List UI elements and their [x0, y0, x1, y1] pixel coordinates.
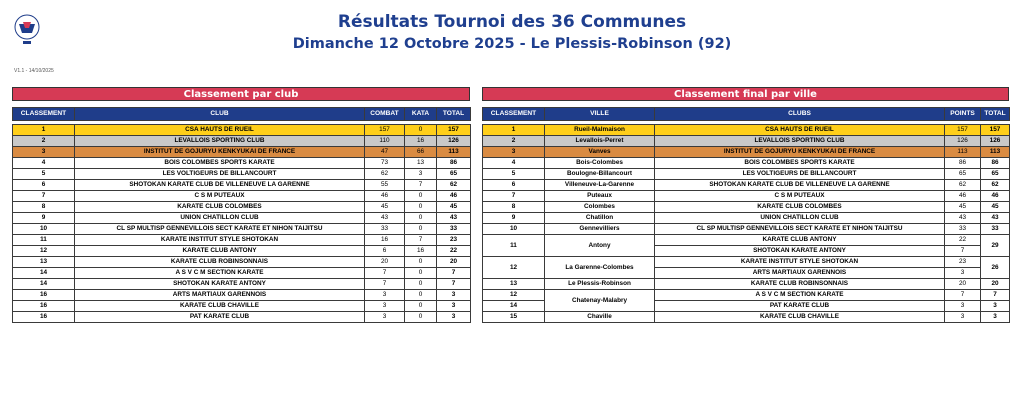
- table-row: [483, 191, 1010, 202]
- club-cell: PAT KARATE CLUB: [655, 301, 945, 312]
- points-cell: 62: [945, 180, 981, 191]
- rank-cell: 8: [483, 202, 545, 213]
- total-cell: 3: [981, 312, 1010, 323]
- kata-cell: 0: [405, 224, 437, 235]
- total-cell: 62: [437, 180, 471, 191]
- kata-cell: 3: [405, 169, 437, 180]
- club-cell: KARATE CLUB CHAVILLE: [655, 312, 945, 323]
- points-cell: 126: [945, 136, 981, 147]
- points-cell: 33: [945, 224, 981, 235]
- city-cell: Chaville: [545, 312, 655, 323]
- rank-cell: 15: [483, 312, 545, 323]
- club-cell: LES VOLTIGEURS DE BILLANCOURT: [655, 169, 945, 180]
- table-row: [483, 312, 1010, 323]
- city-cell: Chatillon: [545, 213, 655, 224]
- combat-cell: 16: [365, 235, 405, 246]
- kata-cell: 0: [405, 268, 437, 279]
- rank-cell: 14: [483, 301, 545, 312]
- version-label: V1.1 - 14/10/2025: [14, 68, 54, 74]
- rank-cell: 16: [13, 312, 75, 323]
- kata-cell: 0: [405, 202, 437, 213]
- total-cell: 157: [437, 125, 471, 136]
- total-cell: 22: [437, 246, 471, 257]
- rank-cell: 5: [13, 169, 75, 180]
- total-cell: 7: [437, 268, 471, 279]
- club-cell: KARATE CLUB ROBINSONNAIS: [655, 279, 945, 290]
- kata-cell: 13: [405, 158, 437, 169]
- city-cell: Gennevilliers: [545, 224, 655, 235]
- club-cell: UNION CHATILLON CLUB: [655, 213, 945, 224]
- column-header-points: POINTS: [945, 108, 981, 121]
- table-row: [13, 125, 471, 136]
- club-cell: KARATE CLUB COLOMBES: [75, 202, 365, 213]
- rank-cell: 10: [483, 224, 545, 235]
- page-subtitle: Dimanche 12 Octobre 2025 - Le Plessis-Robinson (92): [292, 36, 732, 52]
- total-cell: 33: [437, 224, 471, 235]
- points-cell: 7: [945, 246, 981, 257]
- table-row: [13, 257, 471, 268]
- city-ranking-panel: [482, 87, 1009, 323]
- combat-cell: 46: [365, 191, 405, 202]
- column-header-city: VILLE: [545, 108, 655, 121]
- column-header-total: TOTAL: [981, 108, 1010, 121]
- city-cell: Levallois-Perret: [545, 136, 655, 147]
- table-row: [13, 301, 471, 312]
- club-cell: LEVALLOIS SPORTING CLUB: [655, 136, 945, 147]
- table-row: [13, 268, 471, 279]
- column-header-rank: CLASSEMENT: [483, 108, 545, 121]
- club-cell: A S V C M SECTION KARATE: [655, 290, 945, 301]
- rank-cell: 16: [13, 301, 75, 312]
- table-row: [483, 136, 1010, 147]
- table-row: [13, 246, 471, 257]
- combat-cell: 62: [365, 169, 405, 180]
- total-cell: 126: [437, 136, 471, 147]
- kata-cell: 16: [405, 246, 437, 257]
- city-cell: Le Plessis-Robinson: [545, 279, 655, 290]
- club-cell: CL SP MULTISP GENNEVILLOIS SECT KARATE ET NIHON TAIJITSU: [655, 224, 945, 235]
- club-cell: ARTS MARTIAUX GARENNOIS: [75, 290, 365, 301]
- city-cell: Bois-Colombes: [545, 158, 655, 169]
- table-row: [13, 279, 471, 290]
- club-cell: KARATE CLUB ANTONY: [655, 235, 945, 246]
- total-cell: 126: [981, 136, 1010, 147]
- table-row: [483, 279, 1010, 290]
- table-row: [483, 147, 1010, 158]
- table-row: [13, 312, 471, 323]
- city-ranking-title: Classement final par ville: [482, 87, 1009, 101]
- combat-cell: 33: [365, 224, 405, 235]
- rank-cell: 10: [13, 224, 75, 235]
- table-row: [483, 202, 1010, 213]
- club-cell: KARATE CLUB COLOMBES: [655, 202, 945, 213]
- table-row: [483, 158, 1010, 169]
- combat-cell: 157: [365, 125, 405, 136]
- rank-cell: 12: [483, 290, 545, 301]
- club-cell: KARATE CLUB CHAVILLE: [75, 301, 365, 312]
- total-cell: 113: [437, 147, 471, 158]
- rank-cell: 3: [13, 147, 75, 158]
- table-row: [13, 224, 471, 235]
- combat-cell: 7: [365, 268, 405, 279]
- column-header-kata: KATA: [405, 108, 437, 121]
- total-cell: 113: [981, 147, 1010, 158]
- city-cell: Colombes: [545, 202, 655, 213]
- combat-cell: 110: [365, 136, 405, 147]
- combat-cell: 20: [365, 257, 405, 268]
- combat-cell: 7: [365, 279, 405, 290]
- total-cell: 86: [981, 158, 1010, 169]
- total-cell: 7: [981, 290, 1010, 301]
- kata-cell: 0: [405, 191, 437, 202]
- table-row: [13, 191, 471, 202]
- total-cell: 43: [981, 213, 1010, 224]
- rank-cell: 13: [483, 279, 545, 290]
- club-cell: INSTITUT DE GOJURYU KENKYUKAI DE FRANCE: [655, 147, 945, 158]
- points-cell: 157: [945, 125, 981, 136]
- club-ranking-table: [12, 107, 471, 323]
- club-ranking-title: Classement par club: [12, 87, 470, 101]
- rank-cell: 6: [13, 180, 75, 191]
- city-cell: Vanves: [545, 147, 655, 158]
- table-row: [13, 136, 471, 147]
- points-cell: 23: [945, 257, 981, 268]
- rank-cell: 12: [483, 257, 545, 279]
- points-cell: 20: [945, 279, 981, 290]
- rank-cell: 12: [13, 246, 75, 257]
- points-cell: 7: [945, 290, 981, 301]
- kata-cell: 0: [405, 257, 437, 268]
- club-cell: SHOTOKAN KARATE CLUB DE VILLENEUVE LA GARENNE: [655, 180, 945, 191]
- rank-cell: 3: [483, 147, 545, 158]
- points-cell: 45: [945, 202, 981, 213]
- table-row: [13, 235, 471, 246]
- club-cell: LEVALLOIS SPORTING CLUB: [75, 136, 365, 147]
- points-cell: 86: [945, 158, 981, 169]
- rank-cell: 6: [483, 180, 545, 191]
- club-cell: KARATE CLUB ANTONY: [75, 246, 365, 257]
- club-cell: C S M PUTEAUX: [75, 191, 365, 202]
- club-cell: KARATE INSTITUT STYLE SHOTOKAN: [75, 235, 365, 246]
- total-cell: 65: [437, 169, 471, 180]
- kata-cell: 7: [405, 180, 437, 191]
- table-row: [483, 257, 1010, 268]
- points-cell: 43: [945, 213, 981, 224]
- table-row: [13, 213, 471, 224]
- total-cell: 157: [981, 125, 1010, 136]
- points-cell: 113: [945, 147, 981, 158]
- total-cell: 43: [437, 213, 471, 224]
- combat-cell: 3: [365, 290, 405, 301]
- total-cell: 29: [981, 235, 1010, 257]
- total-cell: 23: [437, 235, 471, 246]
- combat-cell: 3: [365, 312, 405, 323]
- table-row: [13, 180, 471, 191]
- club-cell: A S V C M SECTION KARATE: [75, 268, 365, 279]
- club-ranking-panel: [12, 87, 470, 323]
- city-cell: Antony: [545, 235, 655, 257]
- total-cell: 45: [437, 202, 471, 213]
- city-cell: Chatenay-Malabry: [545, 290, 655, 312]
- rank-cell: 13: [13, 257, 75, 268]
- total-cell: 3: [437, 301, 471, 312]
- table-row: [483, 180, 1010, 191]
- table-row: [13, 290, 471, 301]
- rank-cell: 5: [483, 169, 545, 180]
- kata-cell: 66: [405, 147, 437, 158]
- city-cell: Puteaux: [545, 191, 655, 202]
- total-cell: 65: [981, 169, 1010, 180]
- kata-cell: 0: [405, 301, 437, 312]
- rank-cell: 2: [483, 136, 545, 147]
- table-row: [483, 224, 1010, 235]
- city-cell: Rueil-Malmaison: [545, 125, 655, 136]
- table-row: [483, 213, 1010, 224]
- total-cell: 86: [437, 158, 471, 169]
- club-cell: PAT KARATE CLUB: [75, 312, 365, 323]
- points-cell: 65: [945, 169, 981, 180]
- page-title: Résultats Tournoi des 36 Communes: [337, 12, 687, 32]
- combat-cell: 45: [365, 202, 405, 213]
- combat-cell: 55: [365, 180, 405, 191]
- total-cell: 26: [981, 257, 1010, 279]
- total-cell: 62: [981, 180, 1010, 191]
- kata-cell: 0: [405, 312, 437, 323]
- combat-cell: 47: [365, 147, 405, 158]
- rank-cell: 8: [13, 202, 75, 213]
- total-cell: 3: [437, 290, 471, 301]
- column-header-total: TOTAL: [437, 108, 471, 121]
- points-cell: 22: [945, 235, 981, 246]
- rank-cell: 1: [483, 125, 545, 136]
- table-row: [13, 169, 471, 180]
- column-header-rank: CLASSEMENT: [13, 108, 75, 121]
- points-cell: 3: [945, 301, 981, 312]
- club-cell: SHOTOKAN KARATE CLUB DE VILLENEUVE LA GARENNE: [75, 180, 365, 191]
- rank-cell: 16: [13, 290, 75, 301]
- total-cell: 45: [981, 202, 1010, 213]
- column-header-clubs: CLUBS: [655, 108, 945, 121]
- club-cell: UNION CHATILLON CLUB: [75, 213, 365, 224]
- rank-cell: 14: [13, 268, 75, 279]
- points-cell: 46: [945, 191, 981, 202]
- rank-cell: 14: [13, 279, 75, 290]
- club-cell: CL SP MULTISP GENNEVILLOIS SECT KARATE ET NIHON TAIJITSU: [75, 224, 365, 235]
- table-row: [483, 290, 1010, 301]
- total-cell: 46: [981, 191, 1010, 202]
- combat-cell: 6: [365, 246, 405, 257]
- kata-cell: 0: [405, 125, 437, 136]
- total-cell: 20: [981, 279, 1010, 290]
- points-cell: 3: [945, 312, 981, 323]
- total-cell: 33: [981, 224, 1010, 235]
- total-cell: 3: [981, 301, 1010, 312]
- kata-cell: 7: [405, 235, 437, 246]
- rank-cell: 11: [13, 235, 75, 246]
- city-cell: Boulogne-Billancourt: [545, 169, 655, 180]
- club-cell: KARATE INSTITUT STYLE SHOTOKAN: [655, 257, 945, 268]
- city-cell: La Garenne-Colombes: [545, 257, 655, 279]
- table-row: [483, 125, 1010, 136]
- club-cell: LES VOLTIGEURS DE BILLANCOURT: [75, 169, 365, 180]
- total-cell: 20: [437, 257, 471, 268]
- kata-cell: 16: [405, 136, 437, 147]
- column-header-combat: COMBAT: [365, 108, 405, 121]
- club-cell: INSTITUT DE GOJURYU KENKYUKAI DE FRANCE: [75, 147, 365, 158]
- club-cell: BOIS COLOMBES SPORTS KARATE: [75, 158, 365, 169]
- points-cell: 3: [945, 268, 981, 279]
- table-row: [483, 169, 1010, 180]
- kata-cell: 0: [405, 290, 437, 301]
- club-cell: SHOTOKAN KARATE ANTONY: [655, 246, 945, 257]
- club-cell: KARATE CLUB ROBINSONNAIS: [75, 257, 365, 268]
- rank-cell: 1: [13, 125, 75, 136]
- total-cell: 7: [437, 279, 471, 290]
- column-header-club: CLUB: [75, 108, 365, 121]
- rank-cell: 9: [13, 213, 75, 224]
- table-row: [13, 158, 471, 169]
- rank-cell: 7: [483, 191, 545, 202]
- table-row: [13, 202, 471, 213]
- total-cell: 3: [437, 312, 471, 323]
- club-cell: C S M PUTEAUX: [655, 191, 945, 202]
- kata-cell: 0: [405, 279, 437, 290]
- rank-cell: 7: [13, 191, 75, 202]
- club-cell: BOIS COLOMBES SPORTS KARATE: [655, 158, 945, 169]
- club-cell: SHOTOKAN KARATE ANTONY: [75, 279, 365, 290]
- city-cell: Villeneuve-La-Garenne: [545, 180, 655, 191]
- kata-cell: 0: [405, 213, 437, 224]
- rank-cell: 9: [483, 213, 545, 224]
- rank-cell: 2: [13, 136, 75, 147]
- combat-cell: 43: [365, 213, 405, 224]
- rank-cell: 4: [13, 158, 75, 169]
- rank-cell: 11: [483, 235, 545, 257]
- club-cell: ARTS MARTIAUX GARENNOIS: [655, 268, 945, 279]
- table-row: [483, 235, 1010, 246]
- rank-cell: 4: [483, 158, 545, 169]
- club-cell: CSA HAUTS DE RUEIL: [655, 125, 945, 136]
- club-cell: CSA HAUTS DE RUEIL: [75, 125, 365, 136]
- table-row: [13, 147, 471, 158]
- combat-cell: 3: [365, 301, 405, 312]
- city-ranking-table: [482, 107, 1010, 323]
- combat-cell: 73: [365, 158, 405, 169]
- total-cell: 46: [437, 191, 471, 202]
